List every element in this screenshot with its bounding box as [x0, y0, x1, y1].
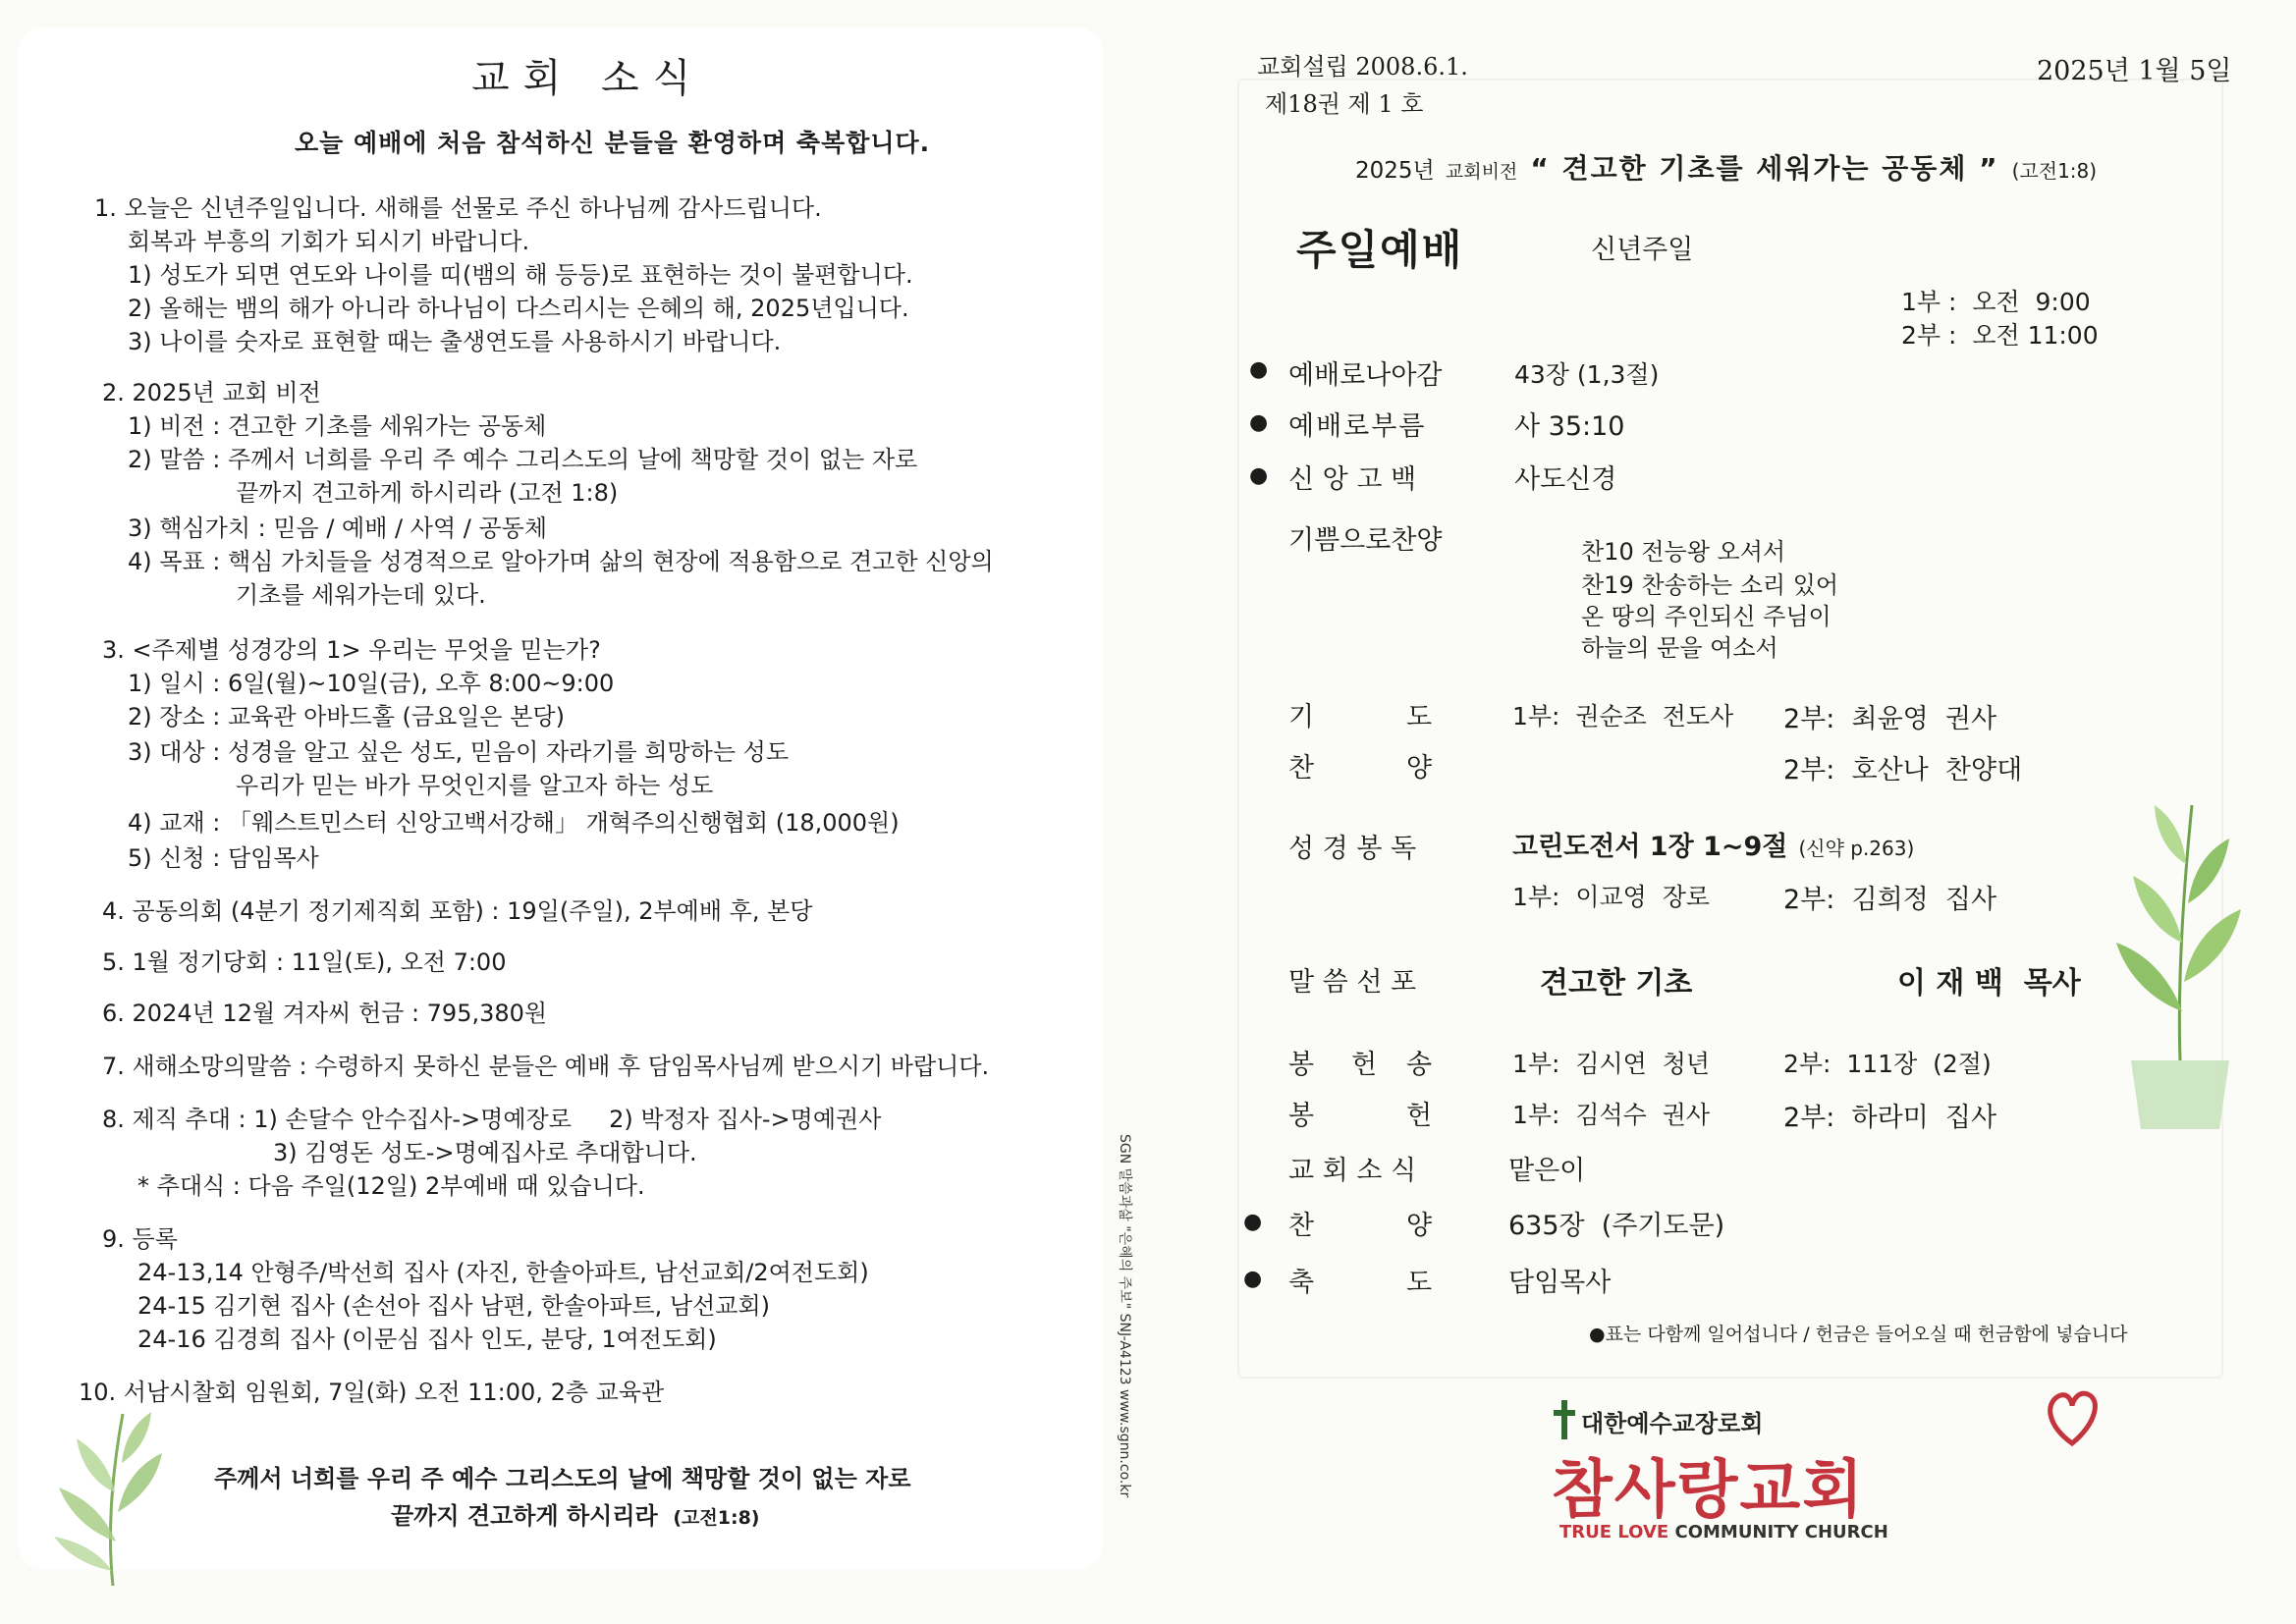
- news-line: 끝까지 견고하게 하시리라 (고전 1:8): [236, 479, 619, 507]
- news-line: 1) 성도가 되면 연도와 나이를 띠(뱀의 해 등등)로 표현하는 것이 불편합니다.: [128, 261, 913, 289]
- order-value: 43장 (1,3절): [1514, 360, 1660, 389]
- news-line: 3. <주제별 성경강의 1> 우리는 무엇을 믿는가?: [102, 636, 601, 664]
- order-value: 1부: 이교영 장로: [1512, 883, 1711, 911]
- church-logo: [1552, 1384, 2102, 1561]
- news-line: 10. 서남시찰회 임원회, 7일(화) 오전 11:00, 2층 교육관: [79, 1379, 665, 1406]
- standing-bullet-icon: ●: [1249, 410, 1269, 435]
- news-line: 1) 일시 : 6일(월)~10일(금), 오후 8:00~9:00: [128, 670, 615, 697]
- english-name-part2: COMMUNITY CHURCH: [1674, 1522, 1888, 1543]
- sermon-title: 견고한 기초: [1540, 966, 1693, 1001]
- news-line: * 추대식 : 다음 주일(12일) 2부예배 때 있습니다.: [137, 1172, 645, 1200]
- sermon-preacher: 이 재 백 목사: [1897, 966, 2081, 1001]
- order-label-char: 찬: [1288, 1211, 1315, 1241]
- service-title: 주일예배: [1296, 226, 1464, 274]
- news-line: 2) 올해는 뱀의 해가 아니라 하나님이 다스리시는 은혜의 해, 2025년입니다.: [128, 295, 909, 322]
- church-name: 참사랑교회: [1552, 1454, 1866, 1527]
- order-label-char: 도: [1406, 1268, 1433, 1298]
- order-value: 2부: 최윤영 권사: [1783, 704, 1997, 734]
- spine-imprint: [1117, 1134, 1139, 1546]
- order-value: 사도신경: [1514, 464, 1617, 495]
- order-value: 사 35:10: [1514, 411, 1625, 442]
- denomination: 대한예수교장로회: [1581, 1410, 1764, 1437]
- page-title: 교회 소식: [471, 56, 705, 101]
- church-name-english: [1559, 1522, 1888, 1543]
- order-label: 예배로부름: [1288, 411, 1427, 442]
- cross-icon: [1552, 1400, 1577, 1439]
- order-label-char: 양: [1406, 753, 1433, 784]
- news-line: 3) 나이를 숫자로 표현할 때는 출생연도를 사용하시기 바랍니다.: [128, 328, 782, 355]
- service-subtitle: 신년주일: [1591, 235, 1694, 265]
- standing-bullet-icon: ●: [1249, 463, 1269, 488]
- standing-bullet-icon: ●: [1243, 1267, 1263, 1291]
- bottom-verse-line1: 주께서 너희를 우리 주 예수 그리스도의 날에 책망할 것이 없는 자로: [214, 1465, 911, 1492]
- potted-plant-icon: [2102, 766, 2259, 1139]
- standing-bullet-icon: ●: [1249, 357, 1269, 382]
- order-value: 2부: 호산나 찬양대: [1783, 755, 2023, 785]
- order-label: 예배로나아감: [1288, 360, 1443, 391]
- order-value: 2부: 김희정 집사: [1783, 885, 1997, 915]
- bottom-verse-line2-wrap: [391, 1496, 760, 1531]
- scripture-text: 고린도전서 1장 1~9절: [1512, 832, 1788, 862]
- news-line: 2. 2025년 교회 비전: [102, 379, 321, 406]
- order-value: 1부: 권순조 전도사: [1512, 702, 1734, 731]
- news-line: 4) 목표 : 핵심 가치들을 성경적으로 알아가며 삶의 현장에 적용함으로 견고한 신앙의: [128, 548, 994, 575]
- bottom-verse-ref: (고전1:8): [673, 1507, 760, 1529]
- volume-number: 제18권 제 1 호: [1265, 90, 1424, 118]
- spine-text: SGN 말씀과삶 "은혜의 주보" SNJ-A4123 www.sgnn.co.kr: [1117, 1134, 1132, 1498]
- vision-text: “ 견고한 기초를 세워가는 공동체 ”: [1530, 152, 1999, 185]
- order-label-char: 축: [1288, 1268, 1315, 1298]
- news-line: 5) 신청 : 담임목사: [128, 844, 319, 872]
- welcome-message: 오늘 예배에 처음 참석하신 분들을 환영하며 축복합니다.: [295, 129, 931, 157]
- order-label: 성 경 봉 독: [1288, 834, 1417, 864]
- news-line: 2) 장소 : 교육관 아바드홀 (금요일은 본당): [128, 703, 565, 731]
- order-label-char: 헌: [1351, 1050, 1378, 1080]
- church-vision: [1355, 147, 2097, 187]
- news-line: 3) 김영돈 성도->명예집사로 추대합니다.: [273, 1139, 697, 1166]
- order-label-char: 기: [1288, 702, 1315, 732]
- news-line: 9. 등록: [102, 1225, 178, 1253]
- song-item: 온 땅의 주인되신 주님이: [1581, 603, 1831, 630]
- news-line: 24-15 김기현 집사 (손선아 집사 남편, 한솔아파트, 남선교회): [137, 1292, 770, 1320]
- song-item: 찬19 찬송하는 소리 있어: [1581, 571, 1839, 599]
- news-line: 5. 1월 정기당회 : 11일(토), 오전 7:00: [102, 948, 507, 976]
- order-label-char: 봉: [1288, 1101, 1315, 1131]
- news-line: 2) 말씀 : 주께서 너희를 우리 주 예수 그리스도의 날에 책망할 것이 없는 자로: [128, 446, 918, 473]
- news-line: 4. 공동의회 (4분기 정기제직회 포함) : 19일(주일), 2부예배 후, 본당: [102, 897, 813, 925]
- news-line: 6. 2024년 12월 겨자씨 헌금 : 795,380원: [102, 1000, 548, 1027]
- news-line: 4) 교재 : 「웨스트민스터 신앙고백서강해」 개혁주의신행협회 (18,000원): [128, 809, 900, 837]
- bottom-verse-line2: 끝까지 견고하게 하시리라: [391, 1502, 658, 1530]
- news-line: 1. 오늘은 신년주일입니다. 새해를 선물로 주신 하나님께 감사드립니다.: [94, 194, 822, 222]
- english-name-part1: TRUE LOVE: [1559, 1522, 1669, 1543]
- scripture-page: (신약 p.263): [1798, 837, 1915, 860]
- news-line: 회복과 부흥의 기회가 되시기 바랍니다.: [128, 228, 530, 255]
- service-time-2: 2부 : 오전 11:00: [1901, 321, 2099, 350]
- news-line: 8. 제직 추대 : 1) 손달수 안수집사->명예장로 2) 박정자 집사->명예권사: [102, 1106, 882, 1133]
- order-label-char: 양: [1406, 1211, 1433, 1241]
- left-panel-church-news: [0, 0, 1105, 1624]
- order-value: 1부: 김석수 권사: [1512, 1101, 1711, 1129]
- song-item: 찬10 전능왕 오셔서: [1581, 538, 1786, 566]
- order-label-char: 봉: [1288, 1050, 1315, 1080]
- news-line: 7. 새해소망의말씀 : 수령하지 못하신 분들은 예배 후 담임목사님께 받으시기 바랍니다.: [102, 1053, 990, 1080]
- news-line: 우리가 믿는 바가 무엇인지를 알고자 하는 성도: [236, 772, 714, 799]
- bulletin-date: 2025년 1월 5일: [2037, 56, 2232, 86]
- order-value: 2부: 하라미 집사: [1783, 1103, 1997, 1133]
- song-item: 하늘의 문을 여소서: [1581, 634, 1778, 662]
- order-value: 맡은이: [1508, 1156, 1586, 1186]
- vision-year: 2025년: [1355, 158, 1435, 184]
- news-line: 3) 핵심가치 : 믿음 / 예배 / 사역 / 공동체: [128, 514, 548, 542]
- standing-bullet-icon: ●: [1243, 1210, 1263, 1234]
- order-label: 말 씀 선 포: [1288, 967, 1417, 998]
- leaf-decoration-icon: [39, 1394, 187, 1591]
- heart-icon: [2043, 1384, 2102, 1453]
- order-value: 2부: 111장 (2절): [1783, 1050, 1992, 1078]
- right-panel-bulletin: [1159, 0, 2296, 1624]
- order-value: 635장 (주기도문): [1508, 1211, 1725, 1241]
- news-line: 1) 비전 : 견고한 기초를 세워가는 공동체: [128, 412, 547, 440]
- order-label: 교 회 소 식: [1288, 1156, 1417, 1186]
- founded-date: 교회설립 2008.6.1.: [1257, 53, 1468, 81]
- vision-ref: (고전1:8): [2011, 159, 2098, 183]
- news-line: 3) 대상 : 성경을 알고 싶은 성도, 믿음이 자라기를 희망하는 성도: [128, 738, 790, 766]
- news-line: 24-16 김경희 집사 (이문심 집사 인도, 분당, 1여전도회): [137, 1326, 717, 1353]
- order-label: 신 앙 고 백: [1288, 464, 1417, 495]
- news-line: 기초를 세워가는데 있다.: [236, 581, 486, 609]
- order-value: 1부: 김시연 청년: [1512, 1050, 1711, 1078]
- footnote: ●표는 다함께 일어섭니다 / 헌금은 들어오실 때 헌금함에 넣습니다: [1589, 1324, 2128, 1345]
- order-label-char: 송: [1406, 1050, 1433, 1080]
- order-label-char: 찬: [1288, 753, 1315, 784]
- order-label-char: 도: [1406, 702, 1433, 732]
- news-line: 24-13,14 안형주/박선희 집사 (자진, 한솔아파트, 남선교회/2여전도회): [137, 1259, 869, 1286]
- order-label-char: 헌: [1406, 1101, 1433, 1131]
- scripture-reading: [1512, 825, 1914, 863]
- order-label: 기쁨으로찬양: [1288, 525, 1443, 556]
- order-value: 담임목사: [1508, 1268, 1612, 1298]
- service-time-1: 1부 : 오전 9:00: [1901, 288, 2091, 316]
- vision-label: 교회비전: [1445, 161, 1518, 183]
